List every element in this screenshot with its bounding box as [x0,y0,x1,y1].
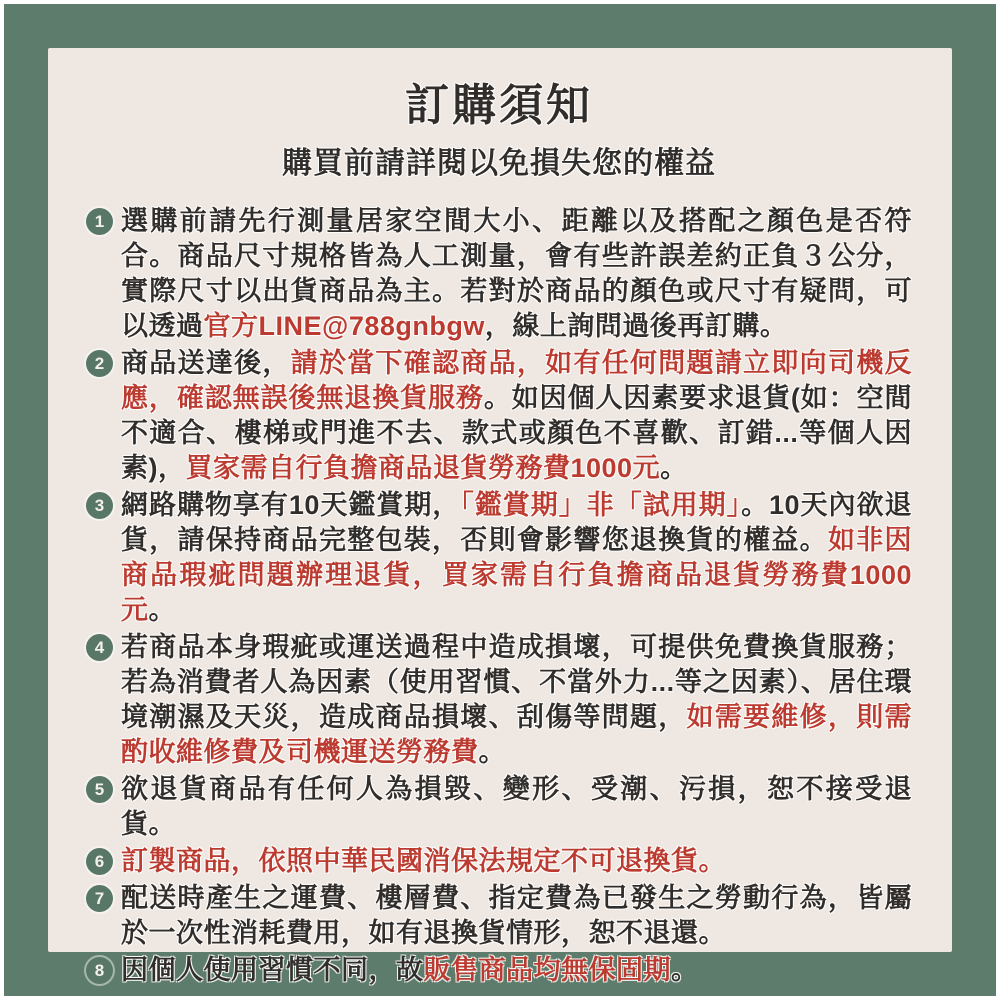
notice-text-segment: 商品送達後， [121,348,291,378]
notice-number-badge: 3 [86,492,113,519]
notice-text-segment: 若商品本身瑕疵或運送過程中造成損壞，可提供免費換貨服務；若為消費者人為因素（使用習慣、不當外力...等之因素）、居住環境潮濕及天災，造成商品損壞、刮傷等問題， [121,632,912,732]
notice-text [121,204,912,344]
notice-text-segment: 。 [478,737,506,767]
notice-sheet [48,48,952,985]
notice-text-segment: 網路購物享有10天鑑賞期， [121,490,461,520]
notice-text [121,953,912,988]
notice-number-badge: 8 [86,957,113,984]
notice-text-segment: 訂製商品，依照中華民國消保法規定不可退換貨。 [121,846,726,876]
notice-text-segment: 如非因商品瑕疵問題辦理退貨，買家需自行負擔商品退貨勞務費1000元 [121,525,913,625]
notice-text [121,881,912,951]
notice-item [86,953,912,988]
notice-item [86,844,912,879]
notice-text-segment: 「鑑賞期」非「試用期」 [460,490,742,520]
notice-item [86,772,912,842]
green-frame [4,4,996,996]
notice-text-segment: ，線上詢問過後再訂購。 [484,311,788,341]
notice-text-segment: 如需要維修，則需酌收維修費及司機運送勞務費 [121,702,913,767]
notice-text-segment: 。10天內欲退貨，請保持商品完整包裝，否則會影響您退換貨的權益。 [121,490,912,555]
notice-text-segment: 配送時產生之運費、樓層費、指定費為已發生之勞動行為，皆屬於一次性消耗費用，如有退換貨情形，恕不退還。 [121,883,912,948]
notice-text-segment: 買家需自行負擔商品退貨勞務費1000元 [185,453,661,483]
page-subtitle: 購買前請詳閱以免損失您的權益 [282,147,716,180]
notice-number-badge: 1 [86,208,113,235]
notice-text [121,488,912,628]
notice-number-badge: 6 [86,848,113,875]
notice-list [86,204,912,988]
notice-item [86,630,912,770]
notice-text-segment: 販售商品均無保固期 [423,955,671,985]
notice-text-segment: 因個人使用習慣不同，故 [121,955,424,985]
notice-text-segment: 。 [671,955,699,985]
notice-item [86,488,912,628]
notice-number-badge: 2 [86,350,113,377]
notice-number-badge: 4 [86,634,113,661]
notice-text-segment: 選購前請先行測量居家空間大小、距離以及搭配之顏色是否符合。商品尺寸規格皆為人工測量，會有些許誤差約正負３公分，實際尺寸以出貨商品為主。若對於商品的顏色或尺寸有疑問，可以透過 [121,206,912,341]
notice-text-segment: 官方LINE@788gnbgw [203,311,485,341]
notice-text-segment: 請於當下確認商品，如有任何問題請立即向司機反應，確認無誤後無退換貨服務 [121,348,913,413]
notice-item [86,204,912,344]
notice-item [86,346,912,486]
notice-number-badge: 5 [86,776,113,803]
notice-text-segment: 欲退貨商品有任何人為損毀、變形、受潮、污損，恕不接受退貨。 [121,774,912,839]
notice-item [86,881,912,951]
notice-number-badge: 7 [86,885,113,912]
notice-text [121,772,912,842]
notice-text-segment: 。如因個人因素要求退貨(如：空間不適合、樓梯或門進不去、款式或顏色不喜歡、訂錯...等個人因素)， [121,383,912,483]
notice-text-segment: 。 [660,453,688,483]
notice-text [121,844,912,879]
notice-text-segment: 。 [148,595,176,625]
notice-text [121,630,912,770]
notice-text [121,346,912,486]
page-title: 訂購須知 [405,81,593,130]
